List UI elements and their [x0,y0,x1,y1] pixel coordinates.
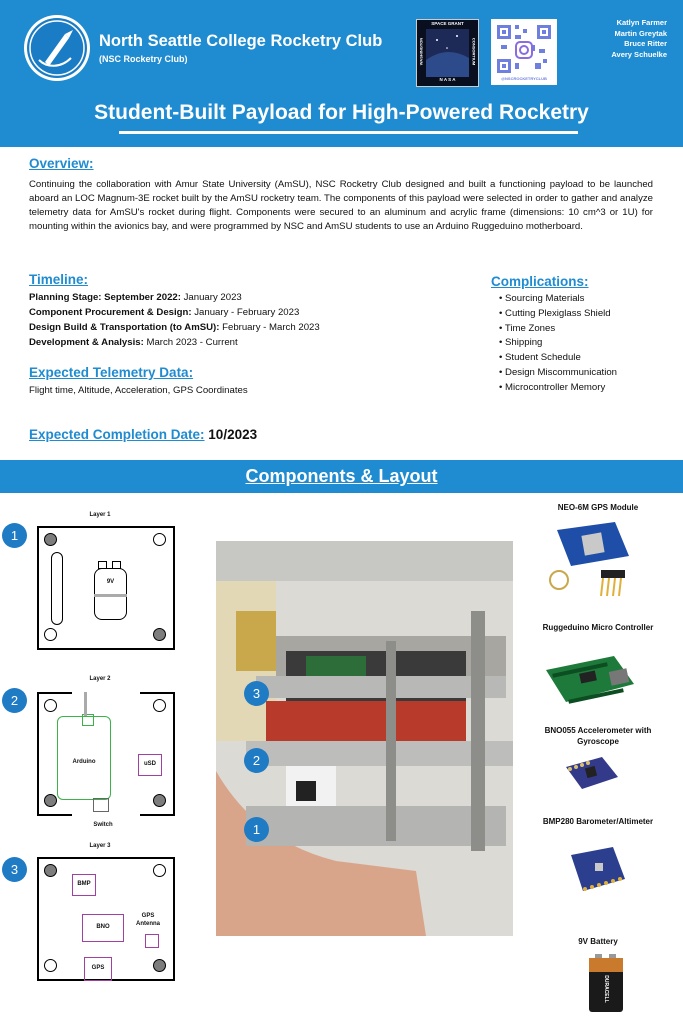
rocket-icon [27,18,87,78]
title-underline [119,131,578,134]
battery-brand: DURACELL [603,975,609,1003]
list-item: • Cutting Plexiglass Shield [499,307,617,322]
complications-list [499,292,617,396]
part-accelerometer-name: BNO055 Accelerometer with Gyroscope [544,726,652,746]
antenna-outline [145,934,159,948]
layer-1-title: Layer 1 [89,512,111,518]
mount-hole [44,533,57,546]
battery-terminal [595,954,602,958]
ruggeduino-image [540,650,640,710]
completion-heading: Expected Completion Date: [29,427,205,442]
part-barometer-name: BMP280 Barometer/Altimeter [542,817,654,826]
usd-label: uSD [144,761,156,767]
bno-outline [82,914,124,942]
layer-3-badge: 3 [2,857,27,882]
list-item: • Time Zones [499,322,617,337]
list-item: • Student Schedule [499,351,617,366]
layer-3-title: Layer 3 [89,843,111,849]
bmp-label: BMP [77,881,91,887]
mount-hole [44,864,57,877]
timeline-list [29,290,449,350]
bmp-outline [72,874,96,896]
timeline-item: Component Procurement & Design: January - February 2023 [29,307,300,318]
overview-text: Continuing the collaboration with Amur State University (AmSU), NSC Rocketry Club designed and built a functioning payload to be launched aboard an LOC Magnum-3E rocket built by the AmSU rocketry team. The components of this payload were selected in order to gather and analyze telemetry data for AmSU's rocket during flight. Components were secured to an aluminum and acrylic frame (dimensions: 10 cm^3 or 1U) for mounting within the avionics bay, and were programmed by NSC and AmSU students to use an Arduino Ruggeduino motherboard. [29,179,653,233]
gps-outline [84,957,112,981]
timeline-heading: Timeline: [29,272,89,287]
author-name: Avery Schuelke [611,49,667,59]
photo-marker-1: 1 [244,817,269,842]
qr-code[interactable] [491,19,557,85]
payload-photo [216,541,513,936]
layer-2-board [37,692,175,816]
bno-label: BNO [96,924,110,930]
photo-marker-3: 3 [244,681,269,706]
space-grant-top-text: SPACE GRANT [431,21,464,26]
club-name: North Seattle College Rocketry Club [99,32,383,50]
layer-1-badge: 1 [2,523,27,548]
part-battery-name: 9V Battery [578,937,618,946]
bmp280-image [565,845,630,900]
layer-1-board [37,526,175,650]
list-item: • Microcontroller Memory [499,381,617,396]
qr-label: @NSCROCKETRYCLUB [501,76,547,81]
usd-outline [138,754,162,776]
photo-marker-2: 2 [244,748,269,773]
battery-label: 9V [106,579,115,585]
switch-outline [93,798,109,812]
club-short-name: (NSC Rocketry Club) [99,54,188,64]
telemetry-text: Flight time, Altitude, Acceleration, GPS Coordinates [29,385,248,396]
space-grant-bottom-text: N A S A [439,77,456,82]
club-logo-inner [27,18,87,78]
mount-rail [51,552,63,625]
author-name: Martin Greytak [614,28,667,38]
battery-strap [94,594,127,597]
space-grant-left-text: WASHINGTON [418,37,424,66]
part-gps-name: NEO-6M GPS Module [557,503,639,512]
battery-image [589,958,623,1012]
completion-date: 10/2023 [208,427,258,442]
mount-hole [44,959,57,972]
arduino-label: Arduino [72,759,96,765]
bno055-image [562,753,622,793]
gps-label: GPS [91,965,105,971]
mount-hole [44,699,57,712]
timeline-item: Planning Stage: September 2022: January 2023 [29,292,242,303]
mount-hole [153,959,166,972]
list-item: • Sourcing Materials [499,292,617,307]
gps-module-image [545,522,645,600]
poster-title: Student-Built Payload for High-Powered Rocketry [94,101,589,124]
mount-hole [153,699,166,712]
layer-2-title: Layer 2 [89,676,111,682]
mount-hole [153,864,166,877]
authors [611,18,667,60]
author-name: Katlyn Farmer [616,18,667,27]
arduino-wire [84,692,87,716]
mount-hole [44,794,57,807]
timeline-item: Design Build & Transportation (to AmSU): February - March 2023 [29,322,320,333]
mount-hole [44,628,57,641]
completion-line [29,427,257,442]
list-item: • Shipping [499,336,617,351]
part-controller-name: Ruggeduino Micro Controller [542,623,654,632]
battery-terminal [112,561,121,569]
payload-photo-illustration [216,541,513,936]
telemetry-heading: Expected Telemetry Data: [29,365,194,380]
antenna-label: GPS Antenna [136,913,160,927]
battery-outline [94,568,127,620]
layer-2-badge: 2 [2,688,27,713]
complications-heading: Complications: [491,274,589,289]
space-grant-right-text: CONSORTIUM [471,37,477,66]
battery-terminal [98,561,107,569]
battery-terminal [609,954,616,958]
mount-hole [153,794,166,807]
components-heading: Components & Layout [245,466,438,486]
author-name: Bruce Ritter [624,39,667,48]
switch-label: Switch [93,822,113,828]
board-notch [72,692,140,702]
timeline-item: Development & Analysis: March 2023 - Current [29,337,238,348]
arduino-outline [57,716,111,800]
mount-hole [153,628,166,641]
layer-3-board [37,857,175,981]
overview-heading: Overview: [29,156,94,171]
space-grant-logo [416,19,479,87]
list-item: • Design Miscommunication [499,366,617,381]
mount-hole [153,533,166,546]
